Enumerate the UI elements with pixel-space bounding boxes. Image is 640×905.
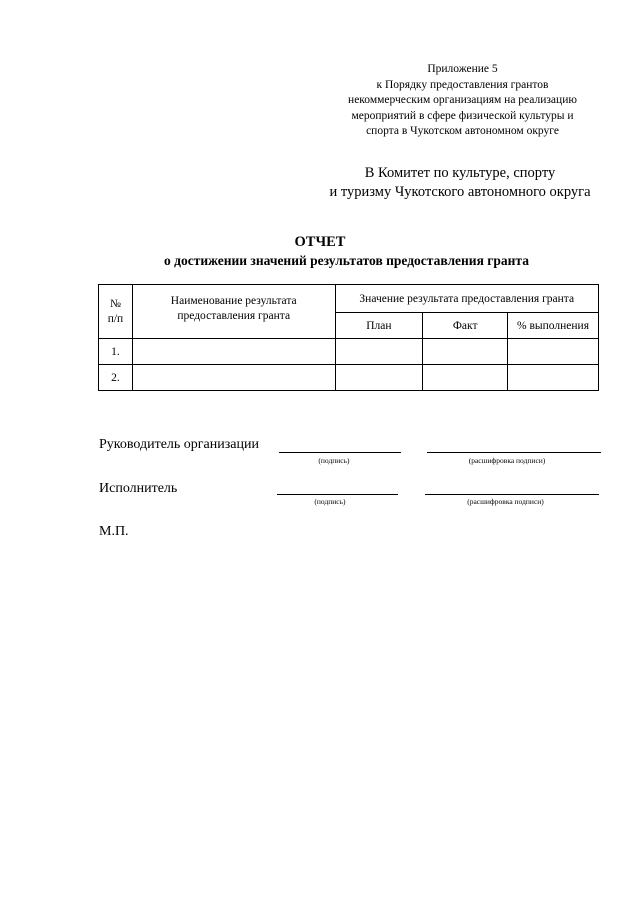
head-decoding-line[interactable] (427, 452, 601, 453)
row-percent-cell[interactable] (508, 339, 599, 365)
head-decoding-caption: (расшифровка подписи) (468, 456, 546, 465)
table-header-row (99, 285, 599, 313)
appendix-line: некоммерческим организациям на реализацию (348, 94, 577, 106)
executor-signature-label: Исполнитель (99, 481, 178, 496)
header-name-line1: Наименование результата (170, 294, 297, 307)
appendix-line: к Порядку предоставления грантов (376, 78, 549, 91)
head-signature-label: Руководитель организации (99, 437, 259, 452)
executor-decoding-line[interactable] (425, 494, 599, 495)
header-num-line2: п/п (107, 312, 124, 325)
addressee-line: В Комитет по культуре, спорту (364, 165, 556, 181)
appendix-line: Приложение 5 (427, 63, 498, 75)
header-value-group: Значение результата предоставления гранта (335, 285, 599, 313)
header-percent: % выполнения (508, 313, 599, 339)
row-plan-cell[interactable] (335, 365, 423, 391)
executor-signature-caption: (подпись) (314, 497, 346, 506)
header-plan: План (335, 313, 423, 339)
row-fact-cell[interactable] (423, 339, 508, 365)
header-num (99, 285, 133, 339)
header-fact: Факт (423, 313, 508, 339)
stamp-place-label: М.П. (99, 524, 129, 539)
row-name-cell[interactable] (132, 365, 335, 391)
executor-signature-line[interactable] (277, 494, 398, 495)
appendix-note (320, 62, 605, 140)
head-signature-caption: (подпись) (318, 456, 350, 465)
report-title: ОТЧЕТ (294, 234, 346, 250)
row-plan-cell[interactable] (335, 339, 423, 365)
row-fact-cell[interactable] (423, 365, 508, 391)
row-num: 2. (99, 365, 133, 391)
header-num-line1: № (109, 297, 121, 310)
addressee-line: и туризму Чукотского автономного округа (329, 184, 591, 200)
executor-decoding-caption: (расшифровка подписи) (467, 497, 544, 506)
header-name (132, 285, 335, 339)
appendix-line: мероприятий в сфере физической культуры и (351, 109, 574, 122)
table-row (99, 339, 599, 365)
header-name-line2: предоставления гранта (177, 309, 291, 322)
appendix-line: спорта в Чукотском автономном округе (366, 125, 559, 137)
row-percent-cell[interactable] (508, 365, 599, 391)
head-signature-line[interactable] (279, 452, 401, 453)
row-num: 1. (99, 339, 133, 365)
addressee (300, 164, 620, 202)
row-name-cell[interactable] (132, 339, 335, 365)
results-table (98, 284, 599, 391)
table-row (99, 365, 599, 391)
report-subtitle: о достижении значений результатов предоставления гранта (164, 253, 529, 268)
